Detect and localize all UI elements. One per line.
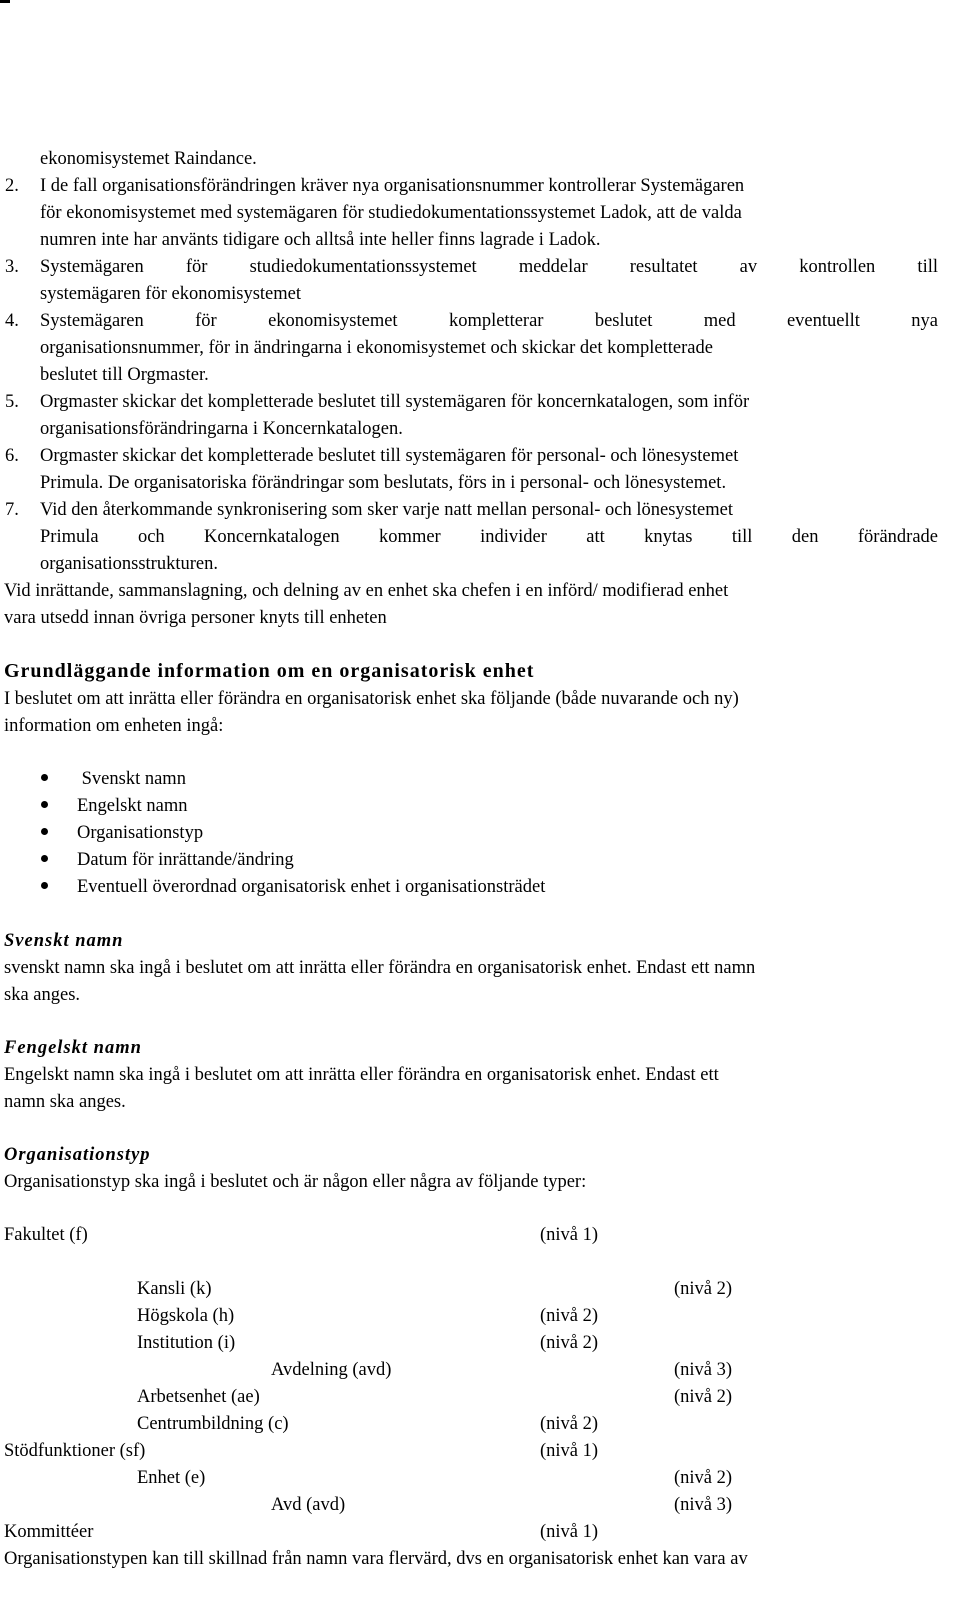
list-item-7-line-2: Primula och Koncernkatalogen kommer individer att knytas till den förändrade — [40, 527, 938, 547]
type-level: (nivå 1) — [540, 1522, 599, 1542]
svenskt-namn-line-2: ska anges. — [4, 985, 81, 1005]
type-level: (nivå 2) — [540, 1414, 599, 1434]
list-number-7: 7. — [5, 500, 19, 520]
page-corner-mark — [0, 0, 10, 3]
list-item-6-line-1: Orgmaster skickar det kompletterade beslutet till systemägaren för personal- och lönesystemet — [40, 446, 739, 466]
list-number-4: 4. — [5, 311, 19, 331]
type-name: Stödfunktioner (sf) — [4, 1441, 146, 1461]
list-item-4-line-3: beslutet till Orgmaster. — [40, 365, 209, 385]
list-item-5-line-2: organisationsförändringarna i Koncernkatalogen. — [40, 419, 403, 439]
bullet-item-engelskt: Engelskt namn — [77, 796, 188, 816]
list-number-5: 5. — [5, 392, 19, 412]
section-intro-line-2: information om enheten ingå: — [4, 716, 224, 736]
organisationstyp-heading: Organisationstyp — [4, 1145, 151, 1165]
list-item-1-line-1: ekonomisystemet Raindance. — [40, 149, 257, 169]
type-level: (nivå 3) — [674, 1360, 733, 1380]
list-item-7-line-1: Vid den återkommande synkronisering som sker varje natt mellan personal- och lönesystemet — [40, 500, 733, 520]
type-level: (nivå 1) — [540, 1441, 599, 1461]
organisationstyp-intro: Organisationstyp ska ingå i beslutet och är någon eller några av följande typer: — [4, 1172, 587, 1192]
bullet-dot — [41, 855, 48, 862]
type-level: (nivå 2) — [674, 1468, 733, 1488]
list-item-7-line-3: organisationsstrukturen. — [40, 554, 218, 574]
list-item-2-line-1: I de fall organisationsförändringen kräver nya organisationsnummer kontrollerar Systemägaren — [40, 176, 745, 196]
list-item-6-line-2: Primula. De organisatoriska förändringar som beslutats, förs in i personal- och lönesystemet. — [40, 473, 727, 493]
type-name: Kansli (k) — [137, 1279, 212, 1299]
establish-paragraph-line-2: vara utsedd innan övriga personer knyts till enheten — [4, 608, 387, 628]
type-level: (nivå 2) — [674, 1279, 733, 1299]
list-item-4-line-2: organisationsnummer, för in ändringarna i ekonomisystemet och skickar det kompletterade — [40, 338, 713, 358]
section-intro-line-1: I beslutet om att inrätta eller förändra en organisatorisk enhet ska följande (både nuvarande och ny) — [4, 689, 739, 709]
svenskt-namn-heading: Svenskt namn — [4, 931, 124, 951]
section-heading: Grundläggande information om en organisatorisk enhet — [4, 660, 535, 682]
bullet-dot — [41, 801, 48, 808]
type-level: (nivå 2) — [674, 1387, 733, 1407]
type-name: Avdelning (avd) — [271, 1360, 392, 1380]
type-level: (nivå 2) — [540, 1333, 599, 1353]
bullet-item-datum: Datum för inrättande/ändring — [77, 850, 294, 870]
bullet-item-overordnad: Eventuell överordnad organisatorisk enhet i organisationsträdet — [77, 877, 546, 897]
type-name: Centrumbildning (c) — [137, 1414, 289, 1434]
bullet-dot — [41, 828, 48, 835]
engelskt-namn-line-2: namn ska anges. — [4, 1092, 126, 1112]
engelskt-namn-line-1: Engelskt namn ska ingå i beslutet om att inrätta eller förändra en organisatorisk enhet. Endast ett — [4, 1065, 719, 1085]
bullet-item-organisationstyp: Organisationstyp — [77, 823, 204, 843]
bullet-item-svenskt: Svenskt namn — [77, 769, 186, 789]
type-level: (nivå 2) — [540, 1306, 599, 1326]
list-number-6: 6. — [5, 446, 19, 466]
list-item-2-line-2: för ekonomisystemet med systemägaren för studiedokumentationssystemet Ladok, att de valda — [40, 203, 742, 223]
engelskt-namn-heading: Fengelskt namn — [4, 1038, 142, 1058]
type-level: (nivå 3) — [674, 1495, 733, 1515]
type-name: Kommittéer — [4, 1522, 94, 1542]
list-number-3: 3. — [5, 257, 19, 277]
type-name: Högskola (h) — [137, 1306, 235, 1326]
bullet-dot — [41, 774, 48, 781]
type-level: (nivå 1) — [540, 1225, 599, 1245]
type-name: Avd (avd) — [271, 1495, 346, 1515]
type-name: Arbetsenhet (ae) — [137, 1387, 260, 1407]
footer-line: Organisationstypen kan till skillnad från namn vara flervärd, dvs en organisatorisk enhet kan vara av — [4, 1549, 748, 1569]
list-item-3-line-2: systemägaren för ekonomisystemet — [40, 284, 301, 304]
list-item-4-line-1: Systemägaren för ekonomisystemet kompletterar beslutet med eventuellt nya — [40, 311, 938, 331]
type-name: Institution (i) — [137, 1333, 236, 1353]
list-item-5-line-1: Orgmaster skickar det kompletterade beslutet till systemägaren för koncernkatalogen, som inför — [40, 392, 750, 412]
list-number-2: 2. — [5, 176, 19, 196]
list-item-3-line-1: Systemägaren för studiedokumentationssystemet meddelar resultatet av kontrollen till — [40, 257, 938, 277]
type-name: Enhet (e) — [137, 1468, 206, 1488]
establish-paragraph-line-1: Vid inrättande, sammanslagning, och delning av en enhet ska chefen i en införd/ modifierad enhet — [4, 581, 729, 601]
svenskt-namn-line-1: svenskt namn ska ingå i beslutet om att inrätta eller förändra en organisatorisk enhet. Endast ett namn — [4, 958, 756, 978]
bullet-dot — [41, 882, 48, 889]
list-item-2-line-3: numren inte har använts tidigare och alltså inte heller finns lagrade i Ladok. — [40, 230, 601, 250]
type-name: Fakultet (f) — [4, 1225, 88, 1245]
